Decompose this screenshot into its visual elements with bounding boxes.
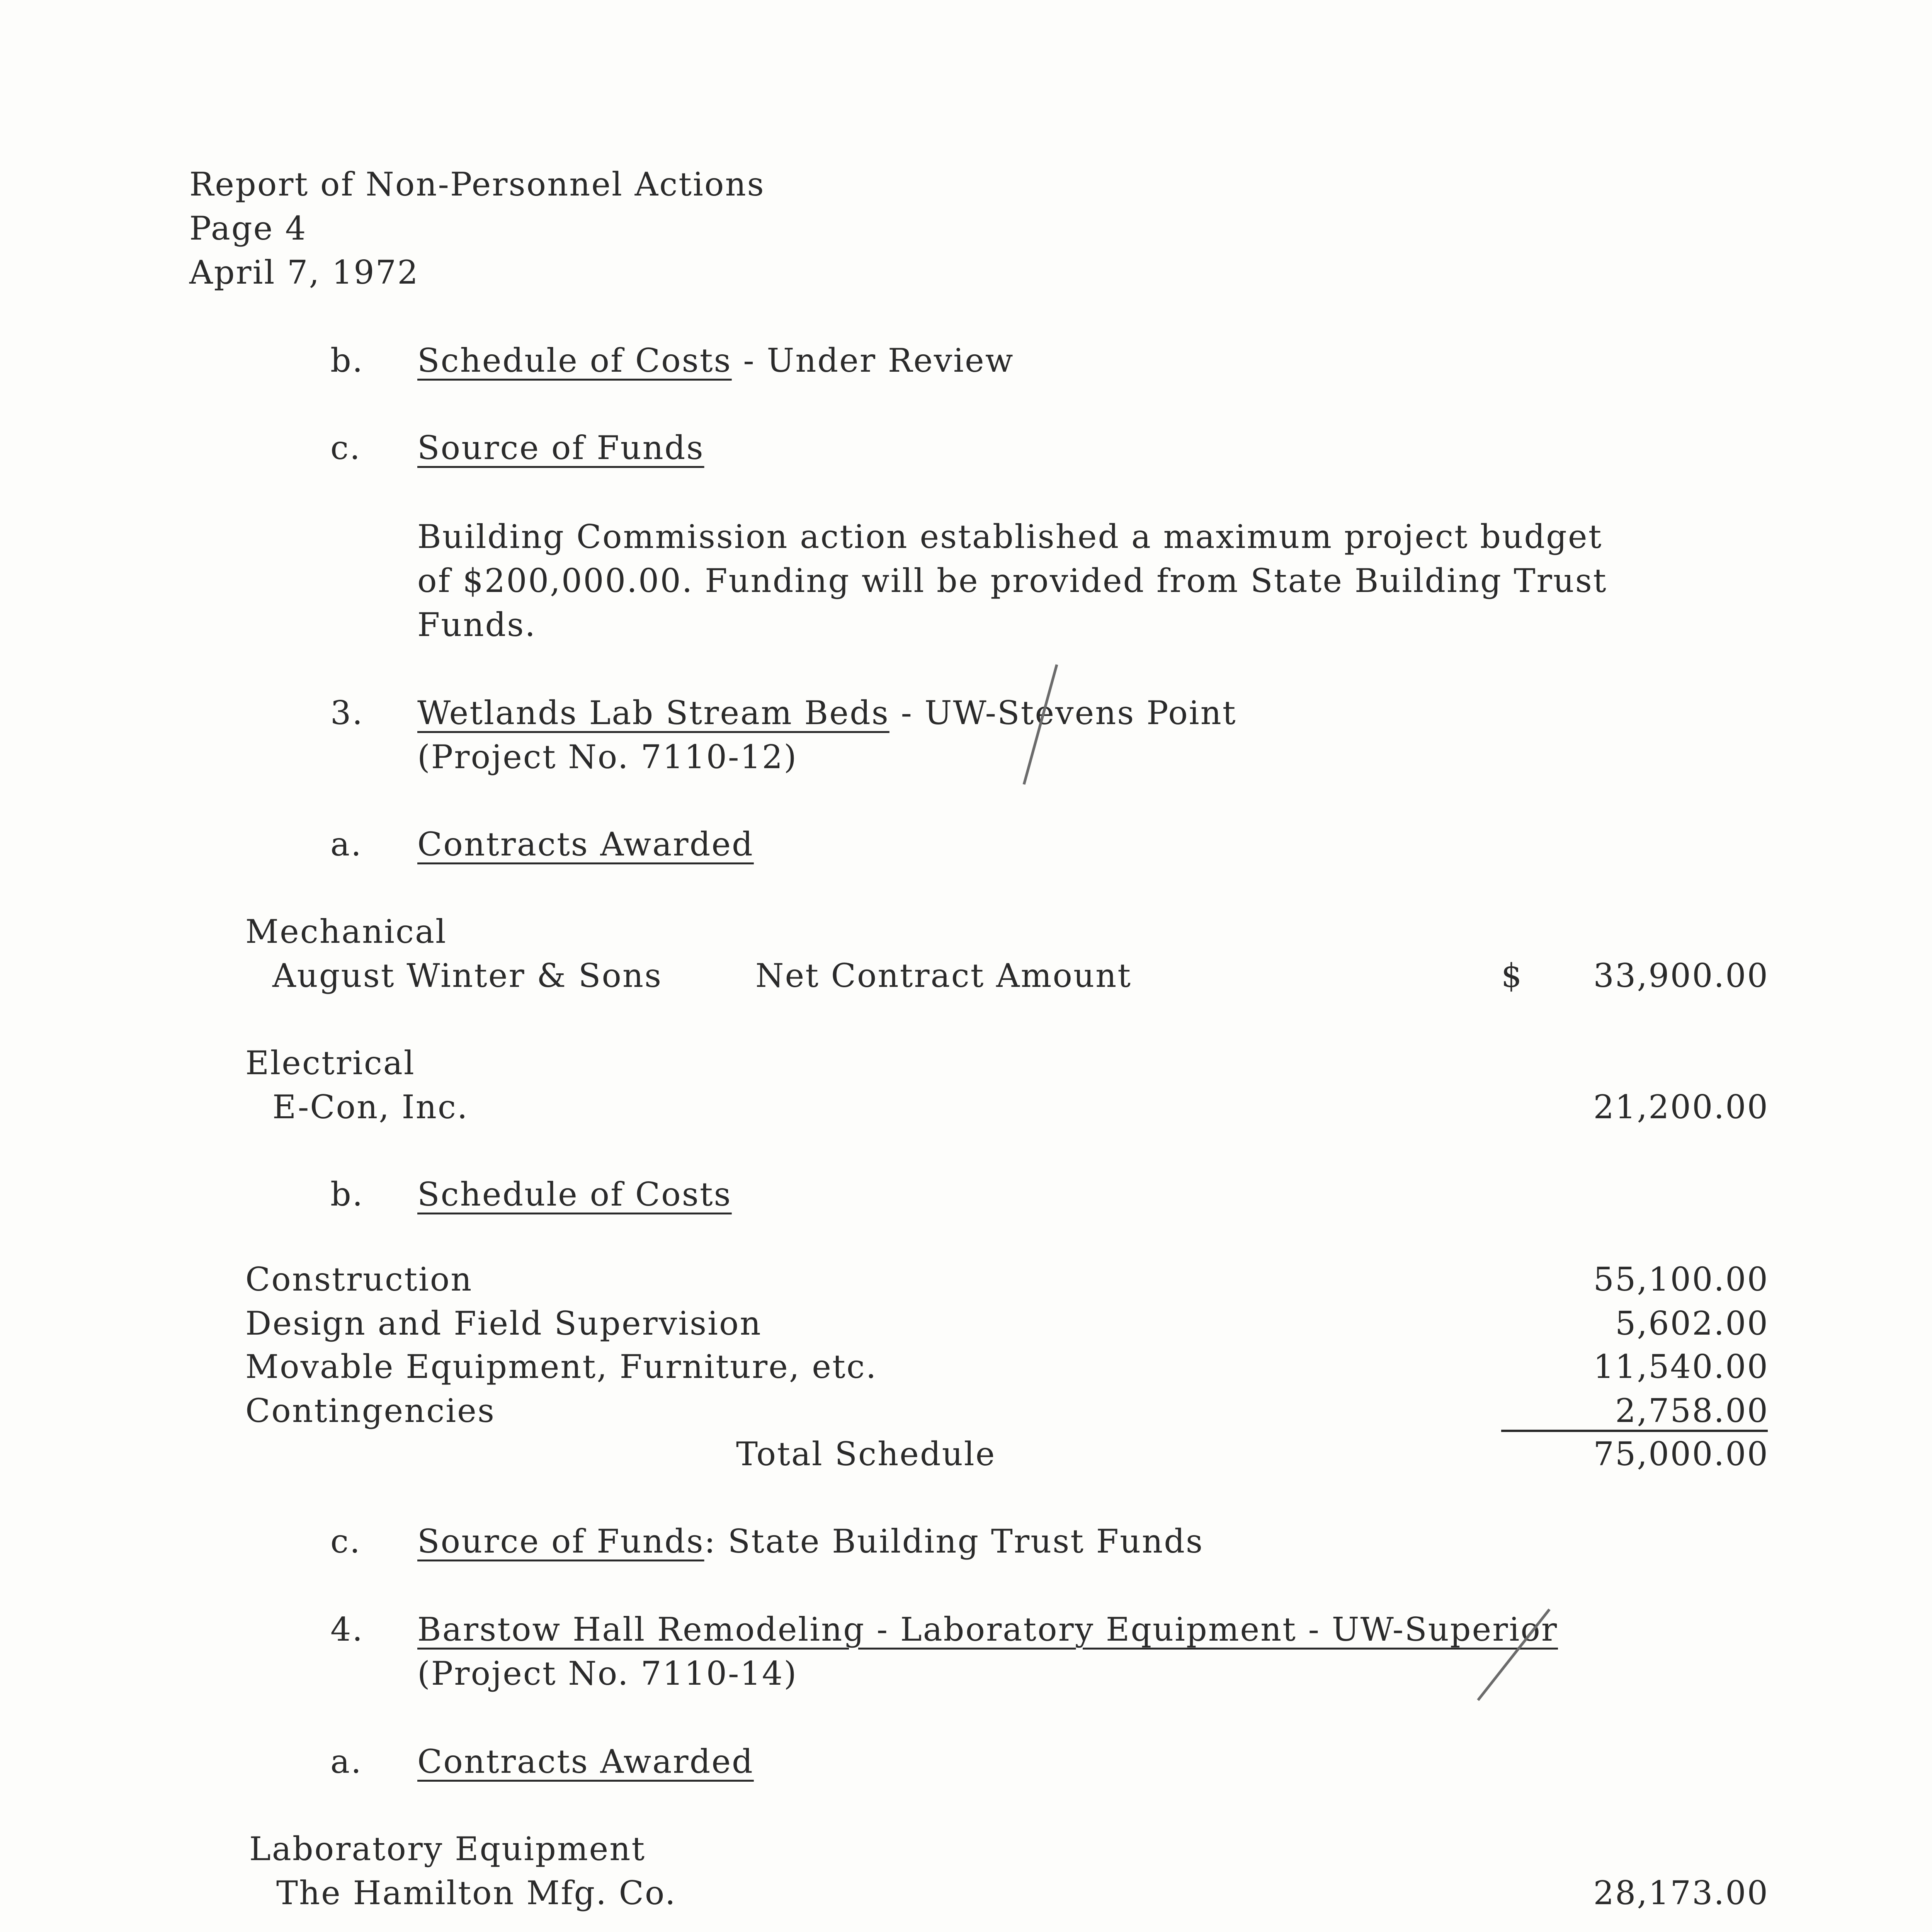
contractor-name: E-Con, Inc. [272,1088,469,1126]
cost-amount: 2,758.00 [1615,1392,1769,1430]
project-number: (Project No. 7110-14) [417,1655,798,1692]
total-amount: 75,000.00 [1593,1435,1769,1473]
contract-note: Net Contract Amount [755,957,1132,995]
project-title: Barstow Hall Remodeling - Laboratory Equipment - UW-Superior [417,1611,1558,1648]
schedule-of-costs-heading: Schedule of Costs - Under Review [417,342,1014,379]
subtotal-rule [1501,1430,1768,1432]
item-letter: a. [330,1743,362,1781]
paragraph-line: Funds. [417,606,537,644]
cost-amount: 5,602.00 [1615,1304,1769,1342]
contracts-awarded-heading: Contracts Awarded [417,825,754,863]
source-of-funds-heading: Source of Funds [417,429,704,467]
item-letter: a. [330,825,362,863]
project-title: Wetlands Lab Stream Beds - UW-Stevens Point [417,694,1237,732]
currency-symbol: $ [1501,957,1523,995]
paragraph-line: of $200,000.00. Funding will be provided from State Building Trust [417,562,1607,600]
check-mark [1472,1604,1557,1708]
source-of-funds-line: Source of Funds: State Building Trust Funds [417,1522,1204,1560]
cost-amount: 11,540.00 [1593,1348,1769,1386]
project-number: (Project No. 7110-12) [417,738,798,776]
cost-label: Contingencies [245,1392,495,1430]
check-mark [1020,657,1066,796]
cost-label: Construction [245,1260,473,1298]
item-number: 4. [330,1611,364,1648]
paragraph-line: Building Commission action established a maximum project budget [417,518,1603,556]
page-number: Page 4 [189,209,307,247]
contract-amount: 33,900.00 [1593,957,1769,995]
report-date: April 7, 1972 [189,253,419,291]
contract-category: Mechanical [245,913,447,951]
item-letter: b. [330,342,364,379]
contract-amount: 21,200.00 [1593,1088,1769,1126]
contracts-awarded-heading: Contracts Awarded [417,1743,754,1781]
contract-category: Electrical [245,1044,415,1082]
item-letter: c. [330,1522,361,1560]
contractor-name: The Hamilton Mfg. Co. [276,1874,677,1912]
item-number: 3. [330,694,364,732]
cost-amount: 55,100.00 [1593,1260,1769,1298]
total-label: Total Schedule [736,1435,996,1473]
cost-label: Design and Field Supervision [245,1304,762,1342]
cost-label: Movable Equipment, Furniture, etc. [245,1348,878,1386]
report-title: Report of Non-Personnel Actions [189,165,765,203]
item-letter: b. [330,1175,364,1213]
item-letter: c. [330,429,361,467]
contractor-name: August Winter & Sons [272,957,663,995]
schedule-of-costs-heading: Schedule of Costs [417,1175,732,1213]
contract-category: Laboratory Equipment [249,1830,646,1868]
contract-amount: 28,173.00 [1593,1874,1769,1912]
